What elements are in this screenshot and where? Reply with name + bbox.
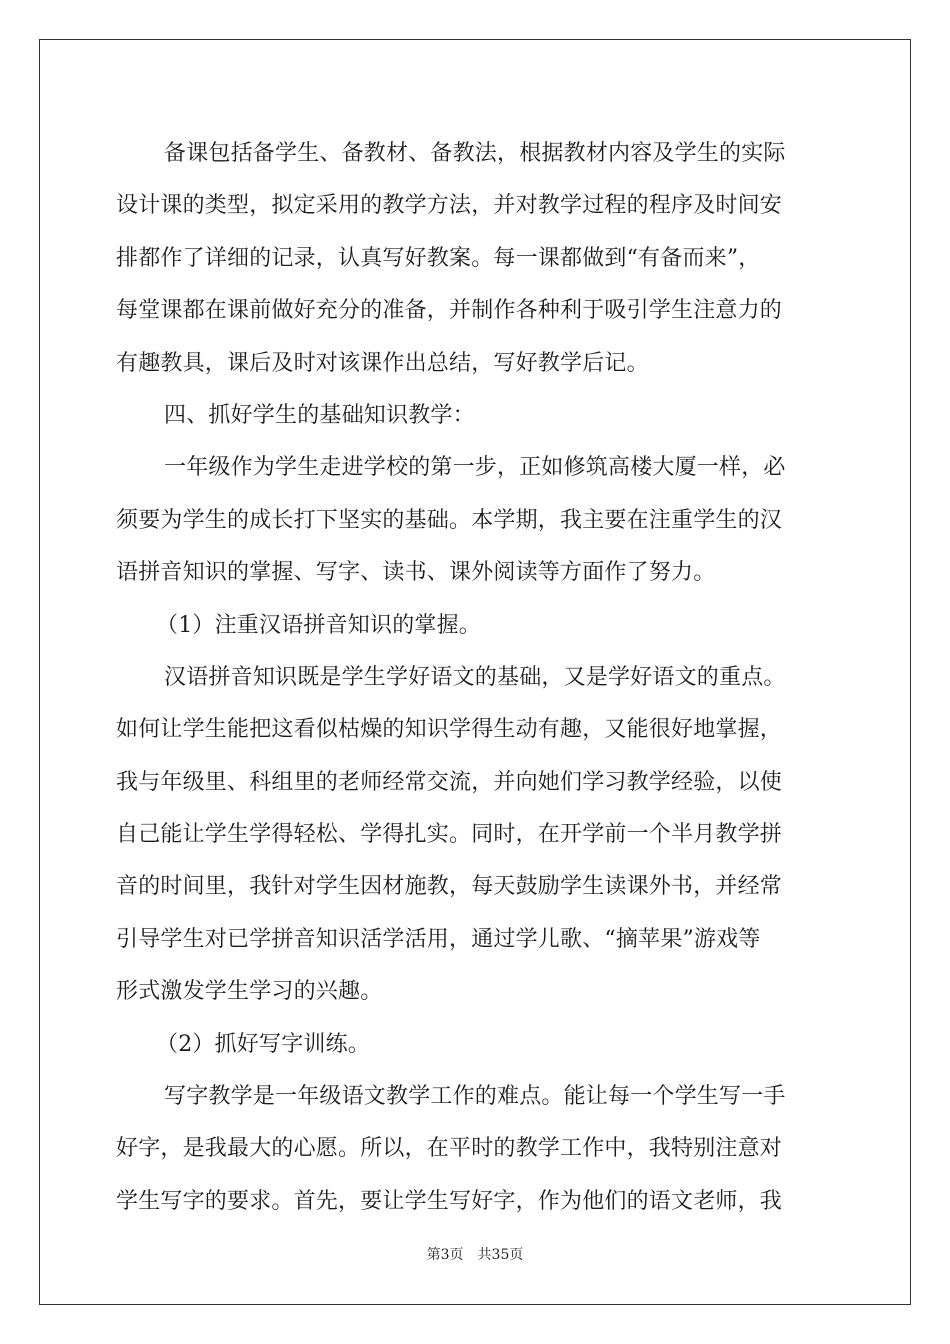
text-line: 写字教学是一年级语文教学工作的难点。能让每一个学生写一手 [164,1084,786,1110]
text-line: 有趣教具，课后及时对该课作出总结，写好教学后记。 [116,350,649,376]
document-body [116,128,836,1228]
text-line: 好字，是我最大的心愿。所以，在平时的教学工作中，我特别注意对 [116,1136,783,1162]
text-line: 语拼音知识的掌握、写字、读书、课外阅读等方面作了努力。 [116,560,716,586]
text-line: 排都作了详细的记录，认真写好教案。每一课都做到“有备而来”， [116,245,761,271]
text-line: 每堂课都在课前做好充分的准备，并制作各种利于吸引学生注意力的 [116,298,783,324]
text-line: 设计课的类型，拟定采用的教学方法，并对教学过程的程序及时间安 [116,193,783,219]
text-line: 音的时间里，我针对学生因材施教，每天鼓励学生读课外书，并经常 [116,874,783,900]
text-line: 汉语拼音知识既是学生学好语文的基础，又是学好语文的重点。 [164,664,786,690]
text-line: 我与年级里、科组里的老师经常交流，并向她们学习教学经验，以使 [116,769,783,795]
text-line: 学生写字的要求。首先，要让学生写好字，作为他们的语文老师，我 [116,1188,783,1214]
text-line: 引导学生对已学拼音知识活学活用，通过学儿歌、“摘苹果”游戏等 [116,926,761,952]
text-line: 一年级作为学生走进学校的第一步，正如修筑高楼大厦一样，必 [164,455,786,481]
text-line: 须要为学生的成长打下坚实的基础。本学期，我主要在注重学生的汉 [116,507,783,533]
subsection-heading: （1）注重汉语拼音知识的掌握。 [156,612,481,638]
text-line: 备课包括备学生、备教材、备教法，根据教材内容及学生的实际 [164,141,786,166]
text-line: 自己能让学生学得轻松、学得扎实。同时，在开学前一个半月教学拼 [116,822,783,848]
subsection-heading: （2）抓好写字训练。 [156,1031,370,1057]
section-heading: 四、抓好学生的基础知识教学： [164,402,475,428]
text-line: 如何让学生能把这看似枯燥的知识学得生动有趣，又能很好地掌握， [116,717,783,743]
page-number-footer: 第3页 共35页 [426,1247,524,1263]
text-line: 形式激发学生学习的兴趣。 [116,979,383,1005]
